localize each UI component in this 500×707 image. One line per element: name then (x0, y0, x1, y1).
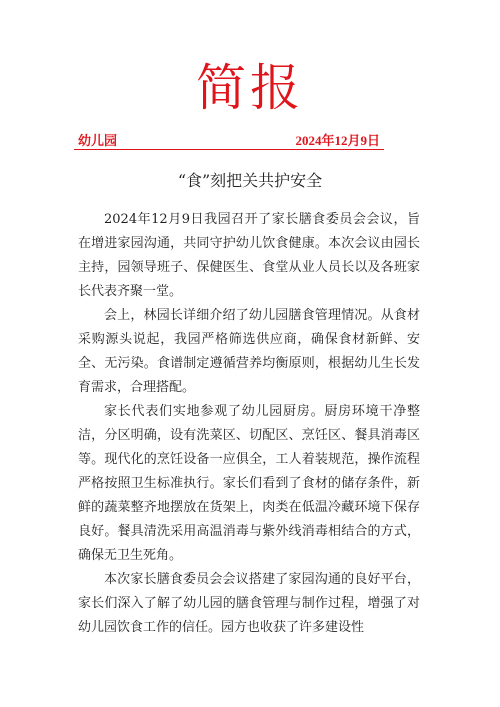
paragraph: 本次家长膳食委员会会议搭建了家园沟通的良好平台，家长们深入了解了幼儿园的膳食管理与制作过程，增强了对幼儿园饮食工作的信任。园方也收获了许多建设性 (78, 572, 420, 635)
masthead-divider (74, 149, 384, 150)
issue-date: 2024年12月9日 (295, 133, 380, 148)
article-headline: “食”刻把关共护安全 (177, 171, 323, 190)
masthead-title: 简报 (196, 59, 304, 117)
organization-name: 幼儿园 (78, 133, 118, 148)
paragraph: 2024年12月9日我园召开了家长膳食委员会会议，旨在增进家园沟通，共同守护幼儿饮食健康。本次会议由园长主持，园领导班子、保健医生、食堂从业人员长以及各班家长代表齐聚一堂。 (78, 212, 420, 299)
info-row (78, 132, 380, 150)
article-body (78, 208, 420, 640)
paragraph: 家长代表们实地参观了幼儿园厨房。厨房环境干净整洁，分区明确，设有洗菜区、切配区、烹饪区、餐具消毒区等。现代化的烹饪设备一应俱全，工人着装规范，操作流程严格按照卫生标准执行。家长们看到了食材的储存条件，新鲜的蔬菜整齐地摆放在货架上，肉类在低温冷藏环境下保存良好。餐具清洗采用高温消毒与紫外线消毒相结合的方式，确保无卫生死角。 (78, 404, 420, 563)
paragraph: 会上，林园长详细介绍了幼儿园膳食管理情况。从食材采购源头说起，我园严格筛选供应商，确保食材新鲜、安全、无污染。食谱制定遵循营养均衡原则，根据幼儿生长发育需求，合理搭配。 (78, 308, 420, 395)
